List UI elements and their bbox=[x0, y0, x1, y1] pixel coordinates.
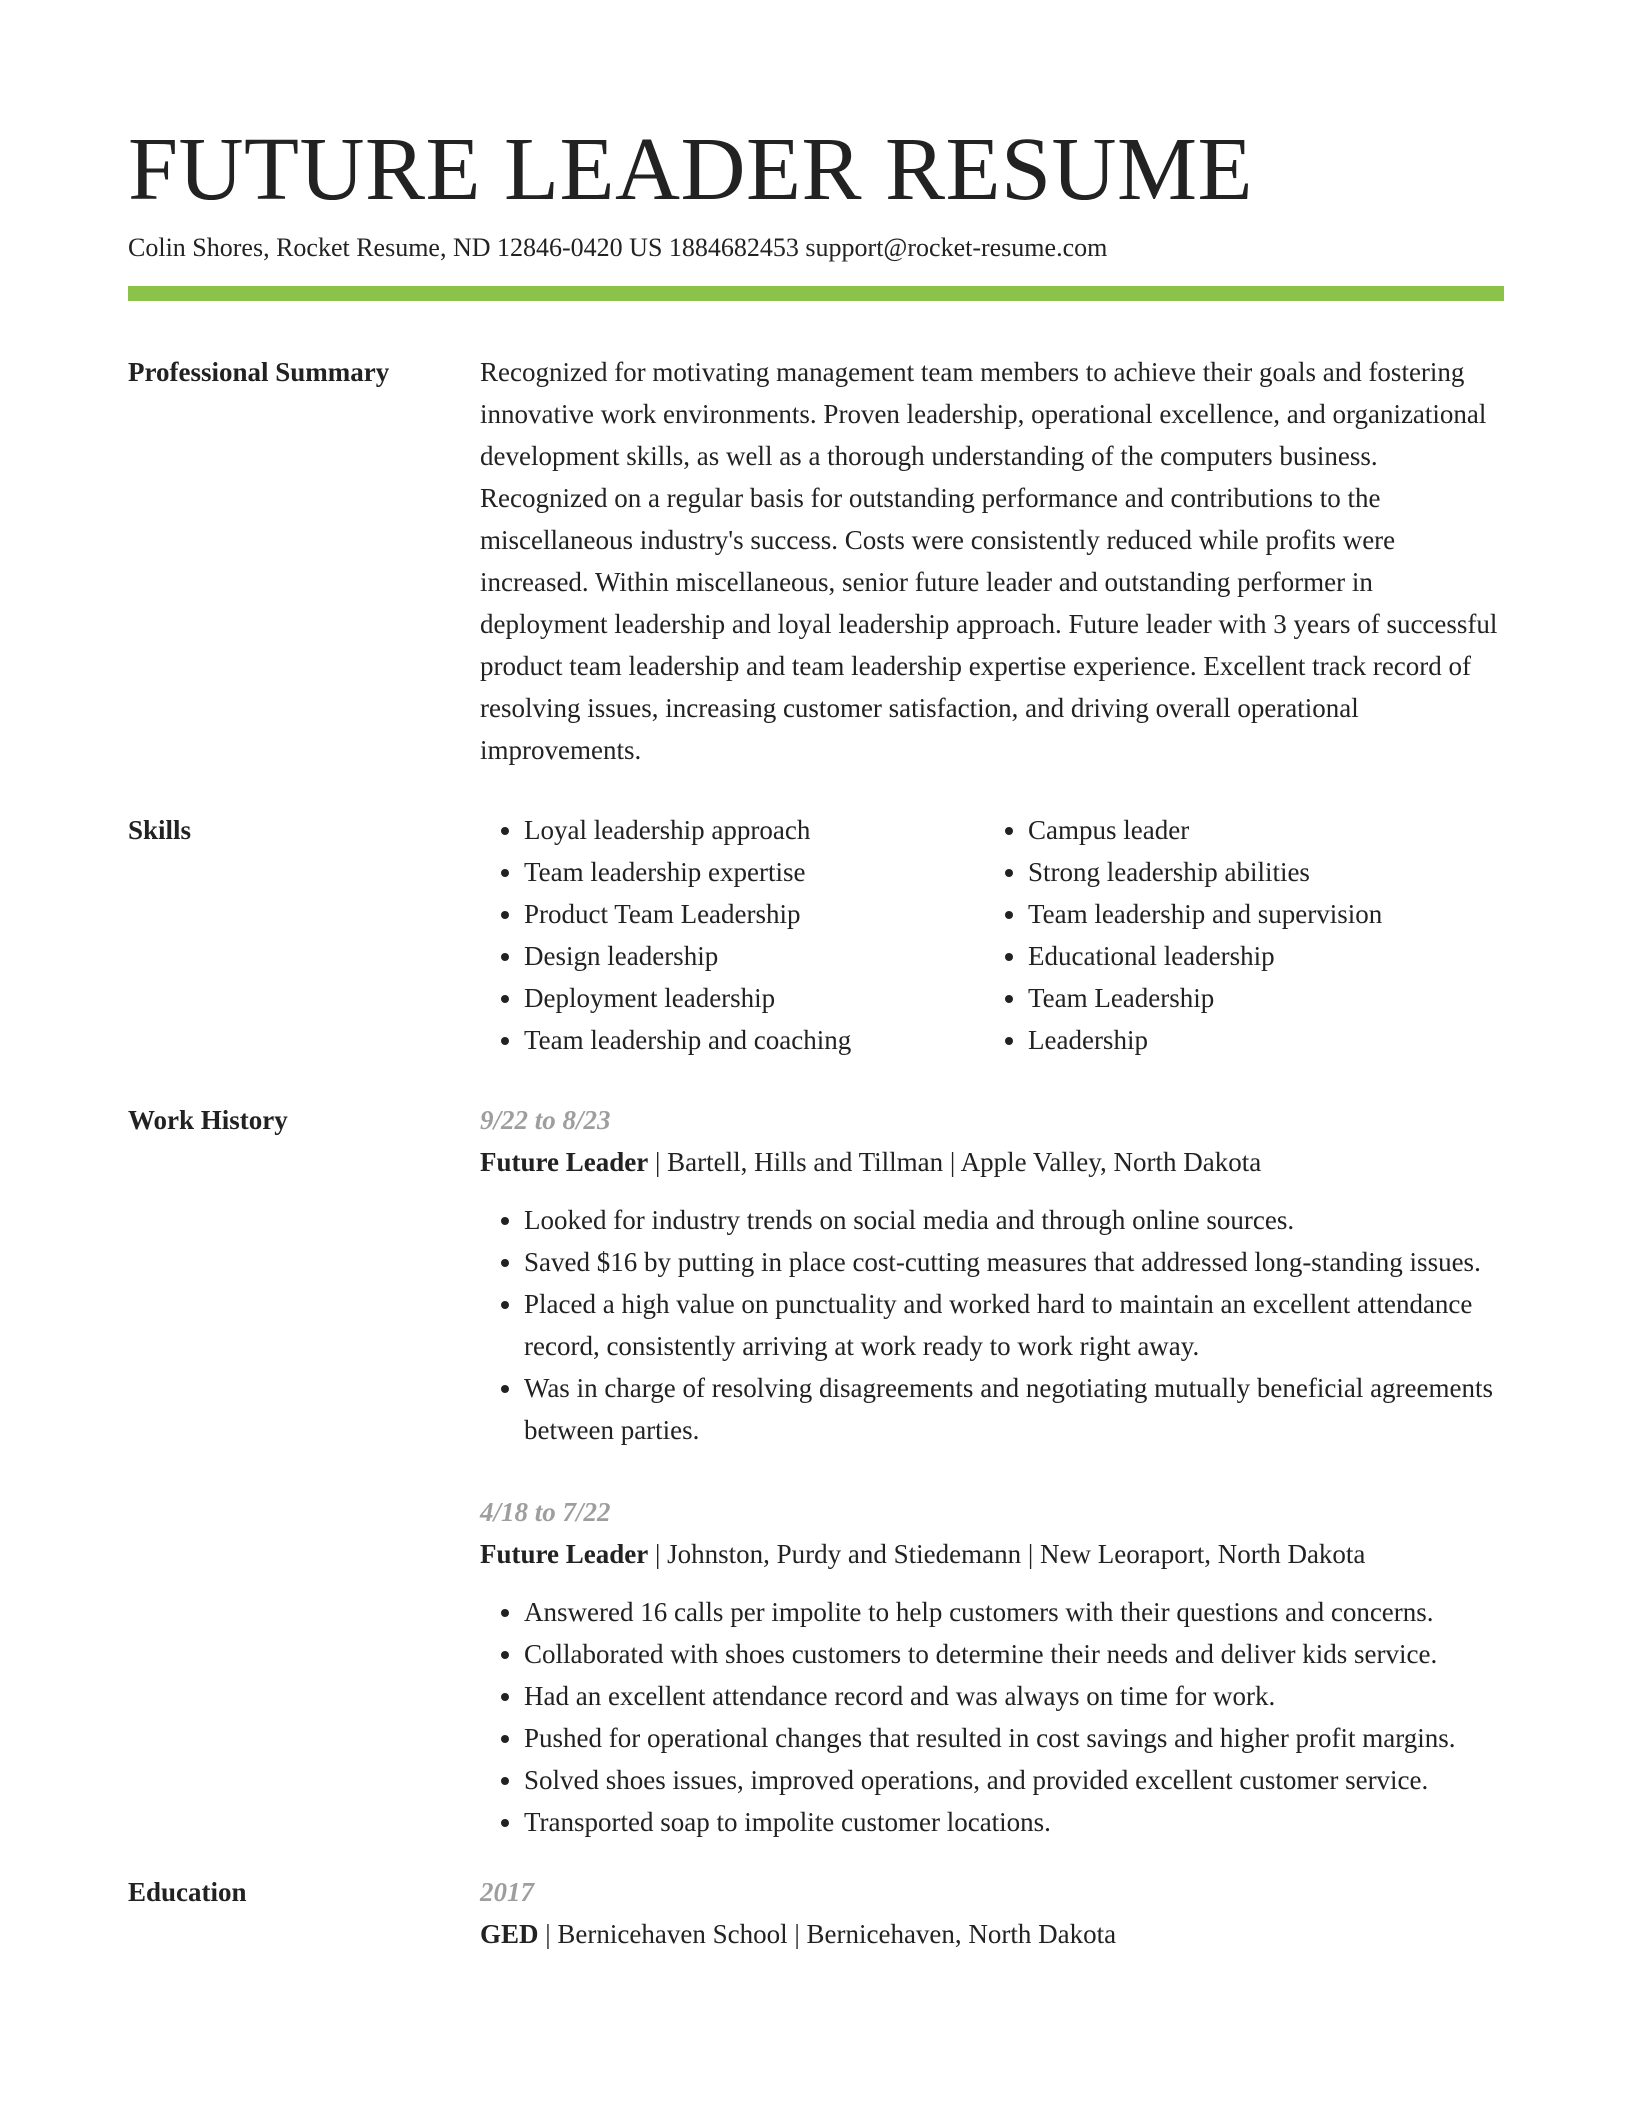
education-heading: Education bbox=[128, 1877, 247, 1907]
skill-item: • Team leadership and supervision bbox=[1028, 893, 1504, 935]
summary-text: Recognized for motivating management team members to achieve their goals and fostering innovative work environments. Proven leadership, operational excellence, and organizational development skills, as well as a thorough understanding of the computers business. Recognized on a regular basis for outstanding performance and contributions to the miscellaneous industry's success. Costs were consistently reduced while profits were increased. Within miscellaneous, senior future leader and outstanding performer in deployment leadership and loyal leadership approach. Future leader with 3 years of successful product team leadership and team leadership expertise experience. Excellent track record of resolving issues, increasing customer satisfaction, and driving overall operational improvements. bbox=[480, 357, 1498, 765]
job-entry bbox=[480, 1099, 1504, 1451]
skills-body bbox=[480, 809, 1504, 1061]
education-body bbox=[480, 1871, 1504, 1955]
contact-line: Colin Shores, Rocket Resume, ND 12846-0420 US 1884682453 support@rocket-resume.com bbox=[128, 233, 1108, 262]
job-bullet: • Was in charge of resolving disagreements and negotiating mutually beneficial agreements between parties. bbox=[524, 1367, 1504, 1451]
skill-item: • Leadership bbox=[1028, 1019, 1504, 1061]
skill-item: • Loyal leadership approach bbox=[524, 809, 984, 851]
job-title: Future Leader bbox=[480, 1147, 649, 1177]
job-bullet: • Collaborated with shoes customers to determine their needs and deliver kids service. bbox=[524, 1633, 1504, 1675]
work-history-heading: Work History bbox=[128, 1105, 288, 1135]
skill-item: • Campus leader bbox=[1028, 809, 1504, 851]
skill-item: • Educational leadership bbox=[1028, 935, 1504, 977]
job-bullet: • Looked for industry trends on social media and through online sources. bbox=[524, 1199, 1504, 1241]
job-dates: 9/22 to 8/23 bbox=[480, 1105, 611, 1135]
skills-list-left bbox=[480, 809, 984, 1061]
education-school-location: | Bernicehaven School | Bernicehaven, North Dakota bbox=[538, 1919, 1117, 1949]
work-history-body bbox=[480, 1099, 1504, 1843]
job-bullet: • Placed a high value on punctuality and worked hard to maintain an excellent attendance record, consistently arriving at work ready to work right away. bbox=[524, 1283, 1504, 1367]
education-line bbox=[480, 1913, 1504, 1955]
education-section bbox=[128, 1871, 1504, 1955]
work-history-section bbox=[128, 1099, 1504, 1843]
summary-section bbox=[128, 351, 1504, 771]
job-bullet: • Saved $16 by putting in place cost-cutting measures that addressed long-standing issues. bbox=[524, 1241, 1504, 1283]
job-bullet: • Answered 16 calls per impolite to help customers with their questions and concerns. bbox=[524, 1591, 1504, 1633]
skill-item: • Product Team Leadership bbox=[524, 893, 984, 935]
resume-page bbox=[128, 120, 1504, 1955]
job-role-line bbox=[480, 1533, 1504, 1575]
skill-item: • Strong leadership abilities bbox=[1028, 851, 1504, 893]
education-degree: GED bbox=[480, 1919, 539, 1949]
job-employer-location: | Johnston, Purdy and Stiedemann | New Leoraport, North Dakota bbox=[648, 1539, 1366, 1569]
job-bullet: • Had an excellent attendance record and was always on time for work. bbox=[524, 1675, 1504, 1717]
job-employer-location: | Bartell, Hills and Tillman | Apple Valley, North Dakota bbox=[648, 1147, 1262, 1177]
job-bullets bbox=[480, 1199, 1504, 1451]
skill-item: • Deployment leadership bbox=[524, 977, 984, 1019]
education-dates: 2017 bbox=[480, 1877, 534, 1907]
resume-title: FUTURE LEADER RESUME bbox=[128, 120, 1254, 219]
job-bullet: • Pushed for operational changes that resulted in cost savings and higher profit margins. bbox=[524, 1717, 1504, 1759]
summary-heading: Professional Summary bbox=[128, 357, 390, 387]
job-entry bbox=[480, 1491, 1504, 1843]
skill-item: • Design leadership bbox=[524, 935, 984, 977]
skills-heading: Skills bbox=[128, 815, 192, 845]
skills-columns bbox=[480, 809, 1504, 1061]
skill-item: • Team Leadership bbox=[1028, 977, 1504, 1019]
job-bullet: • Solved shoes issues, improved operations, and provided excellent customer service. bbox=[524, 1759, 1504, 1801]
skill-item: • Team leadership and coaching bbox=[524, 1019, 984, 1061]
job-bullets bbox=[480, 1591, 1504, 1843]
job-bullet: • Transported soap to impolite customer locations. bbox=[524, 1801, 1504, 1843]
skills-section bbox=[128, 809, 1504, 1061]
job-title: Future Leader bbox=[480, 1539, 649, 1569]
skills-list-right bbox=[984, 809, 1504, 1061]
job-role-line bbox=[480, 1141, 1504, 1183]
job-dates: 4/18 to 7/22 bbox=[480, 1497, 611, 1527]
accent-divider bbox=[128, 286, 1504, 301]
skill-item: • Team leadership expertise bbox=[524, 851, 984, 893]
summary-body bbox=[480, 351, 1504, 771]
